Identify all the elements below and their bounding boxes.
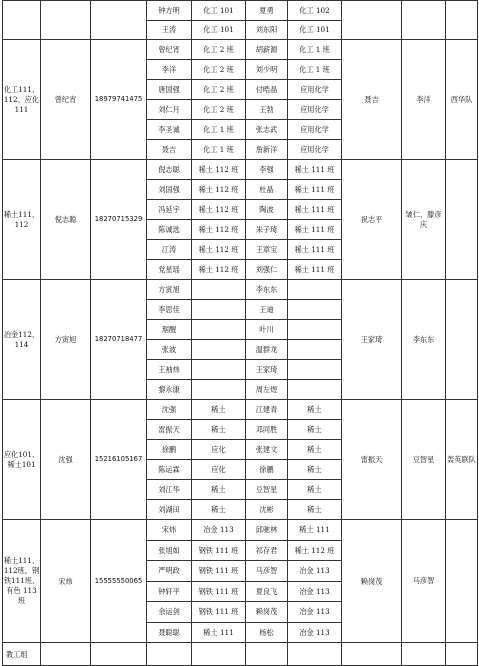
member-name-cell: 沈强 (147, 400, 192, 420)
group-team-name-cell (446, 520, 478, 643)
member-class-cell (192, 320, 246, 340)
member-name-cell: 党星瑶 (147, 260, 192, 280)
member-class-cell (192, 340, 246, 360)
member-class-cell: 应用化学 (288, 100, 342, 120)
group-class-cell: 冶金112、114 (3, 280, 41, 400)
member-class-cell: 稀土 111 (288, 520, 342, 541)
member-name-cell: 刘仁月 (147, 100, 192, 120)
member-name-cell: 祁存君 (246, 540, 288, 561)
member-class-cell: 钢铁 111 班 (192, 602, 246, 623)
member-class-cell: 冶金 113 (192, 520, 246, 541)
member-name-cell: 陈运霖 (147, 460, 192, 480)
table-row (3, 1, 478, 21)
group-captain-cell: 王家琦 (342, 280, 402, 400)
class-cell (3, 1, 41, 40)
member-class-cell: 钢铁 111 班 (192, 561, 246, 582)
member-name-cell: 刘少明 (246, 60, 288, 80)
member-class-cell: 稀土 (288, 460, 342, 480)
empty-cell (446, 643, 478, 666)
member-class-cell (288, 300, 342, 320)
member-class-cell: 稀土 111 (192, 622, 246, 643)
member-name-cell: 刘国强 (147, 180, 192, 200)
member-name-cell: 李思佳 (147, 300, 192, 320)
member-name-cell: 聂吉 (147, 140, 192, 160)
member-class-cell: 稀土 (288, 480, 342, 500)
member-class-cell: 稀土 (192, 400, 246, 420)
member-class-cell: 应化 (192, 460, 246, 480)
member-class-cell (192, 360, 246, 380)
member-name-cell: 陶波 (246, 200, 288, 220)
empty-cell (288, 643, 342, 666)
member-class-cell: 稀土 111 班 (288, 260, 342, 280)
member-class-cell: 稀土 (288, 440, 342, 460)
member-class-cell: 稀土 111 班 (288, 160, 342, 180)
table-row (3, 40, 478, 60)
member-name-cell: 豆智星 (246, 480, 288, 500)
member-class-cell: 稀土 112 班 (192, 260, 246, 280)
group-team-name-cell (446, 160, 478, 280)
member-class-cell: 化工 1 班 (192, 140, 246, 160)
group-class-cell: 稀土111、112班，钢铁111班、有色 113班 (3, 520, 41, 643)
member-name-cell: 冯延宇 (147, 200, 192, 220)
member-name-cell: 王章宝 (246, 240, 288, 260)
member-class-cell: 稀土 112 班 (192, 160, 246, 180)
vice-captain-cell (402, 1, 446, 40)
empty-cell (402, 643, 446, 666)
member-name-cell: 马彦智 (246, 561, 288, 582)
member-class-cell: 稀土 112 班 (192, 200, 246, 220)
group-phone-cell: 18270718477 (91, 280, 147, 400)
member-name-cell: 王勃 (246, 100, 288, 120)
member-name-cell: 雷振天 (147, 420, 192, 440)
member-name-cell: 钟轩平 (147, 581, 192, 602)
member-name-cell: 李圣诚 (147, 120, 192, 140)
member-class-cell (288, 320, 342, 340)
group-leader-cell: 方寅旭 (41, 280, 91, 400)
group-phone-cell: 15555550065 (91, 520, 147, 643)
group-team-name-cell: 轰英联队 (446, 400, 478, 520)
member-class-cell: 应化 (192, 440, 246, 460)
empty-cell (342, 643, 402, 666)
member-class-cell: 化工 102 (288, 1, 342, 21)
member-name-cell: 夏良飞 (246, 581, 288, 602)
member-class-cell: 稀土 (192, 500, 246, 520)
member-class-cell: 化工 101 (192, 1, 246, 21)
member-name-cell: 聂聪聪 (147, 622, 192, 643)
member-name-cell: 刘江华 (147, 480, 192, 500)
member-class-cell: 稀土 (192, 420, 246, 440)
table-row (3, 280, 478, 300)
member-name-cell: 沈彬 (246, 500, 288, 520)
table-row (3, 400, 478, 420)
member-name-cell: 余运剑 (147, 602, 192, 623)
member-name-cell: 李洋 (147, 60, 192, 80)
group-captain-cell: 聂吉 (342, 40, 402, 160)
member-class-cell (192, 380, 246, 400)
member-name-cell: 王涛 (147, 20, 192, 40)
member-name-cell: 杜晶 (246, 180, 288, 200)
member-class-cell: 稀土 (192, 480, 246, 500)
member-class-cell: 应用化学 (288, 80, 342, 100)
empty-cell (147, 643, 192, 666)
table-row-footer (3, 643, 478, 666)
footer-label-cell: 教工组 (3, 643, 41, 666)
member-class-cell: 稀土 111 班 (288, 240, 342, 260)
empty-cell (192, 643, 246, 666)
group-vice-captain-cell: 皱仁、滕彦庆 (402, 160, 446, 280)
member-name-cell: 江涛 (147, 240, 192, 260)
member-class-cell: 应用化学 (288, 120, 342, 140)
member-class-cell (288, 380, 342, 400)
member-name-cell: 邓同胜 (246, 420, 288, 440)
member-class-cell: 稀土 112 班 (288, 540, 342, 561)
table-row (3, 160, 478, 180)
member-class-cell (288, 360, 342, 380)
group-class-cell: 稀土111、112 (3, 160, 41, 280)
member-class-cell: 化工 2 班 (192, 100, 246, 120)
group-team-name-cell (446, 280, 478, 400)
member-name-cell: 方寅旭 (147, 280, 192, 300)
member-class-cell: 稀土 111 班 (288, 220, 342, 240)
member-name-cell: 王家琦 (246, 360, 288, 380)
member-name-cell: 杨松 (246, 622, 288, 643)
member-class-cell: 冶金 113 (288, 581, 342, 602)
member-class-cell: 钢铁 111 班 (192, 581, 246, 602)
member-name-cell: 琚醒 (147, 320, 192, 340)
member-class-cell: 化工 101 (288, 20, 342, 40)
member-name-cell: 倪志聪 (147, 160, 192, 180)
member-name-cell: 詹新洋 (246, 140, 288, 160)
member-name-cell: 钟方明 (147, 1, 192, 21)
member-class-cell: 化工 1 班 (288, 60, 342, 80)
group-class-cell: 应化101、稀土101 (3, 400, 41, 520)
member-name-cell: 邱驰林 (246, 520, 288, 541)
member-class-cell (288, 280, 342, 300)
member-name-cell: 温群龙 (246, 340, 288, 360)
member-class-cell: 化工 2 班 (192, 60, 246, 80)
member-class-cell (192, 300, 246, 320)
group-vice-captain-cell: 马彦智 (402, 520, 446, 643)
group-phone-cell: 18979741475 (91, 40, 147, 160)
member-name-cell: 江建青 (246, 400, 288, 420)
member-class-cell: 稀土 112 班 (192, 220, 246, 240)
member-class-cell: 化工 1 班 (288, 40, 342, 60)
member-class-cell: 稀土 (288, 400, 342, 420)
member-name-cell: 张建文 (246, 440, 288, 460)
member-name-cell: 李东东 (246, 280, 288, 300)
group-class-cell: 化工111、112、应化 111 (3, 40, 41, 160)
member-name-cell: 赖岗茂 (246, 602, 288, 623)
member-name-cell: 黎永康 (147, 380, 192, 400)
group-leader-cell: 宋炜 (41, 520, 91, 643)
member-name-cell: 刘东阳 (246, 20, 288, 40)
member-name-cell: 徐鹏 (246, 460, 288, 480)
member-class-cell: 化工 2 班 (192, 80, 246, 100)
group-phone-cell: 18270715329 (91, 160, 147, 280)
member-name-cell: 刘湖田 (147, 500, 192, 520)
group-captain-cell: 赖岗茂 (342, 520, 402, 643)
empty-cell (41, 643, 91, 666)
member-name-cell: 刘强仁 (246, 260, 288, 280)
team-name-cell (446, 1, 478, 40)
group-vice-captain-cell: 李东东 (402, 280, 446, 400)
member-class-cell: 稀土 111 班 (288, 200, 342, 220)
member-name-cell: 张志武 (246, 120, 288, 140)
member-name-cell: 徐鹏 (147, 440, 192, 460)
team-roster-table (2, 0, 478, 666)
member-class-cell (192, 280, 246, 300)
member-class-cell: 应用化学 (288, 140, 342, 160)
member-name-cell: 周左煜 (246, 380, 288, 400)
phone-cell (91, 1, 147, 40)
member-class-cell: 化工 2 班 (192, 40, 246, 60)
member-name-cell: 朱子琦 (246, 220, 288, 240)
group-leader-cell: 倪志聪 (41, 160, 91, 280)
group-vice-captain-cell: 豆智星 (402, 400, 446, 520)
table-body (3, 1, 478, 666)
member-name-cell: 张旭如 (147, 540, 192, 561)
group-team-name-cell: 西华队 (446, 40, 478, 160)
leader-cell (41, 1, 91, 40)
member-class-cell: 化工 1 班 (192, 120, 246, 140)
captain-cell (342, 1, 402, 40)
member-name-cell: 李强 (246, 160, 288, 180)
member-name-cell: 曾纪宵 (147, 40, 192, 60)
member-name-cell: 付晧晶 (246, 80, 288, 100)
group-captain-cell: 雷振天 (342, 400, 402, 520)
member-name-cell: 宋炜 (147, 520, 192, 541)
member-class-cell: 钢铁 111 班 (192, 540, 246, 561)
member-name-cell: 陈诚选 (147, 220, 192, 240)
member-class-cell: 稀土 (288, 420, 342, 440)
member-class-cell: 稀土 (288, 500, 342, 520)
member-name-cell: 夏勇 (246, 1, 288, 21)
member-name-cell: 唐国强 (147, 80, 192, 100)
member-class-cell: 稀土 112 班 (192, 240, 246, 260)
empty-cell (91, 643, 147, 666)
member-class-cell: 稀土 111 班 (288, 180, 342, 200)
member-name-cell: 王迪 (246, 300, 288, 320)
member-name-cell: 张波 (147, 340, 192, 360)
member-class-cell: 冶金 113 (288, 602, 342, 623)
member-name-cell: 王袖炜 (147, 360, 192, 380)
member-class-cell: 化工 101 (192, 20, 246, 40)
member-class-cell: 冶金 113 (288, 622, 342, 643)
table-row (3, 520, 478, 541)
group-vice-captain-cell: 李洋 (402, 40, 446, 160)
member-name-cell: 叶川 (246, 320, 288, 340)
group-leader-cell: 曾纪宵 (41, 40, 91, 160)
member-class-cell: 冶金 113 (288, 561, 342, 582)
group-phone-cell: 15216105167 (91, 400, 147, 520)
member-class-cell: 稀土 112 班 (192, 180, 246, 200)
member-class-cell (288, 340, 342, 360)
member-name-cell: 胡薪源 (246, 40, 288, 60)
group-leader-cell: 沈强 (41, 400, 91, 520)
member-name-cell: 严明政 (147, 561, 192, 582)
empty-cell (246, 643, 288, 666)
group-captain-cell: 祝志平 (342, 160, 402, 280)
